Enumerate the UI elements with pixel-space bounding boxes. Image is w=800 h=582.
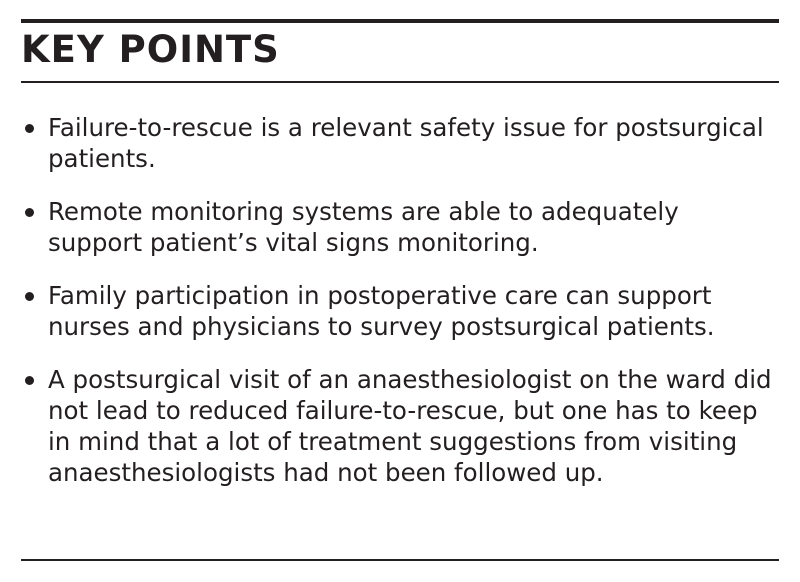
- key-points-box: [21, 0, 779, 582]
- key-point-item: [21, 112, 779, 174]
- key-points-heading: KEY POINTS: [21, 28, 280, 71]
- bullet-icon: [25, 376, 34, 385]
- key-points-list: [21, 112, 779, 510]
- bullet-icon: [25, 208, 34, 217]
- heading-rule: [21, 81, 779, 83]
- key-point-text: Remote monitoring systems are able to adequately support patient’s vital signs monitoring.: [48, 197, 679, 257]
- bottom-rule: [21, 559, 779, 561]
- key-point-item: [21, 196, 779, 258]
- key-point-item: [21, 364, 779, 488]
- key-point-text: A postsurgical visit of an anaesthesiologist on the ward did not lead to reduced failure-to-rescue, but one has to keep in mind that a lot of treatment suggestions from visiting anaesthesiologists had not been followed up.: [48, 365, 772, 487]
- key-point-text: Family participation in postoperative care can support nurses and physicians to survey postsurgical patients.: [48, 281, 715, 341]
- top-rule: [21, 19, 779, 23]
- bullet-icon: [25, 292, 34, 301]
- bullet-icon: [25, 124, 34, 133]
- key-point-item: [21, 280, 779, 342]
- key-point-text: Failure-to-rescue is a relevant safety issue for postsurgical patients.: [48, 113, 764, 173]
